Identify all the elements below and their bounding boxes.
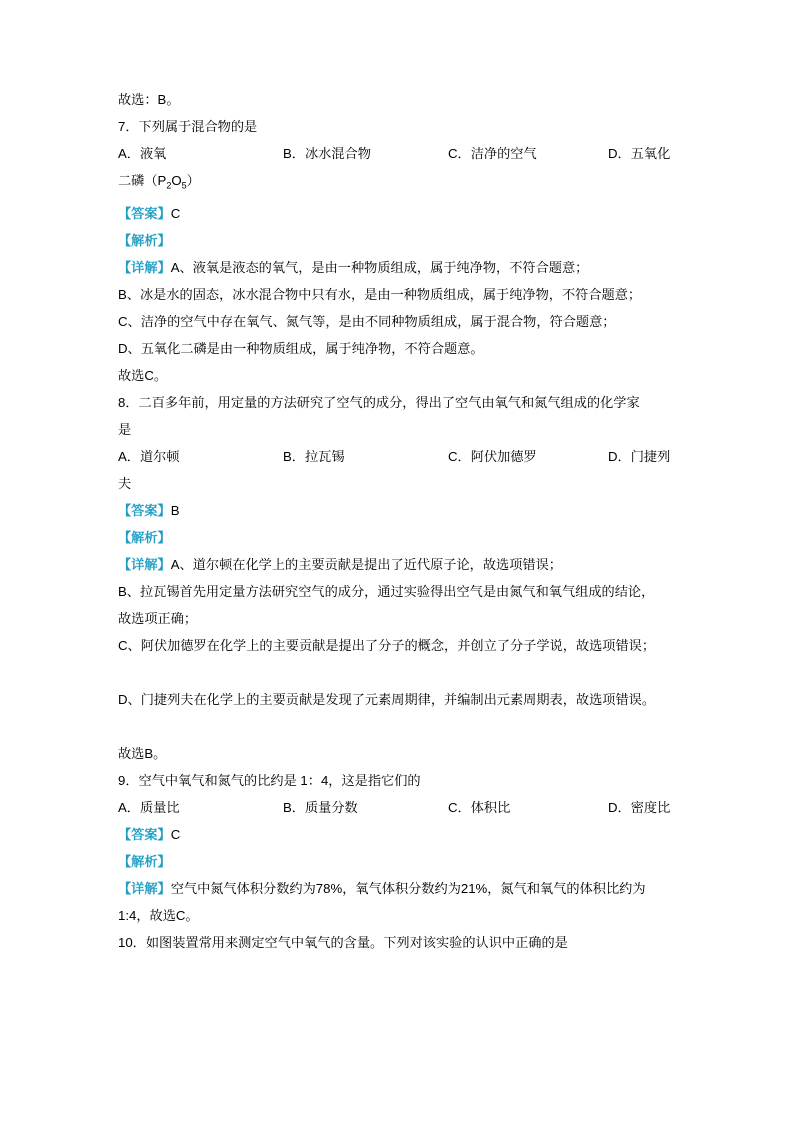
formula-line: [118, 167, 676, 200]
option-2: B．质量分数: [283, 799, 358, 815]
option-3: C．阿伏加德罗: [448, 448, 537, 464]
answer-line: [118, 497, 676, 524]
analysis-label-line: [118, 848, 676, 875]
option-4: D．五氧化: [608, 146, 671, 161]
detail-label: 【详解】: [118, 880, 171, 896]
formula-prefix: 二磷（P: [118, 173, 167, 188]
detail-label: 【详解】: [118, 556, 171, 572]
detail-text: A、道尔顿在化学上的主要贡献是提出了近代原子论，故选项错误；: [170, 556, 562, 572]
text-line: D、五氧化二磷是由一种物质组成，属于纯净物，不符合题意。: [118, 340, 484, 356]
formula-suffix: ）: [186, 173, 200, 188]
blank-line: [118, 713, 676, 740]
option-2: B．拉瓦锡: [283, 448, 345, 464]
text-line: 故选B。: [118, 745, 167, 761]
text-line: 7．下列属于混合物的是: [118, 119, 258, 134]
detail-line: [118, 875, 676, 902]
text-line: 9．空气中氧气和氮气的比约是 1：4，这是指它们的: [118, 772, 421, 788]
answer-label: 【答案】: [118, 826, 171, 842]
answer-label: 【答案】: [118, 502, 171, 518]
analysis-label: 【解析】: [118, 232, 171, 248]
answer-line: [118, 821, 676, 848]
option-4: D．门捷列: [608, 448, 671, 464]
option-row: [118, 443, 676, 470]
text-line: 故选项正确；: [118, 610, 198, 626]
option-3: C．体积比: [448, 799, 511, 815]
answer-line: [118, 200, 676, 227]
text-line: C、阿伏加德罗在化学上的主要贡献是提出了分子的概念，并创立了分子学说，故选项错误；: [118, 637, 656, 653]
analysis-label-line: [118, 227, 676, 254]
answer-value: C: [170, 826, 181, 842]
text-line: 夫: [118, 475, 132, 491]
text-line: D、门捷列夫在化学上的主要贡献是发现了元素周期律，并编制出元素周期表，故选项错误。: [118, 691, 656, 707]
formula-sub-2: 5: [181, 180, 187, 191]
answer-value: B: [170, 502, 180, 518]
answer-value: C: [170, 205, 181, 221]
option-row: [118, 794, 676, 821]
option-row: [118, 140, 676, 167]
option-2: B．冰水混合物: [283, 146, 371, 161]
detail-line: [118, 254, 676, 281]
formula-sub-1: 2: [166, 180, 172, 191]
option-1: A．质量比: [118, 799, 180, 815]
option-3: C．洁净的空气: [448, 146, 537, 161]
detail-text: 空气中氮气体积分数约为78%，氧气体积分数约为21%，氮气和氧气的体积比约为: [170, 880, 646, 896]
detail-text: A、液氧是液态的氧气，是由一种物质组成，属于纯净物，不符合题意；: [170, 259, 589, 275]
text-line: 1:4，故选C。: [118, 907, 199, 923]
text-line: B、拉瓦锡首先用定量方法研究空气的成分，通过实验得出空气是由氮气和氧气组成的结论，: [118, 583, 655, 599]
formula-mid: O: [171, 173, 182, 188]
option-1: A．液氧: [118, 146, 167, 161]
text-line: 故选C。: [118, 367, 168, 383]
analysis-label: 【解析】: [118, 529, 171, 545]
text-line: 8．二百多年前，用定量的方法研究了空气的成分，得出了空气由氧气和氮气组成的化学家: [118, 394, 640, 410]
analysis-label-line: [118, 524, 676, 551]
document-body: [118, 86, 676, 956]
detail-line: [118, 551, 676, 578]
analysis-label: 【解析】: [118, 853, 171, 869]
text-line: B、冰是水的固态，冰水混合物中只有水，是由一种物质组成，属于纯净物，不符合题意；: [118, 286, 642, 302]
text-line: 是: [118, 421, 132, 437]
answer-label: 【答案】: [118, 205, 171, 221]
option-1: A．道尔顿: [118, 448, 180, 464]
option-4: D．密度比: [608, 799, 671, 815]
blank-line: [118, 659, 676, 686]
text-line: 故选：B。: [118, 92, 180, 107]
text-line: 10．如图装置常用来测定空气中氧气的含量。下列对该实验的认识中正确的是: [118, 934, 568, 950]
text-line: C、洁净的空气中存在氧气、氮气等，是由不同种物质组成，属于混合物，符合题意；: [118, 313, 616, 329]
detail-label: 【详解】: [118, 259, 171, 275]
